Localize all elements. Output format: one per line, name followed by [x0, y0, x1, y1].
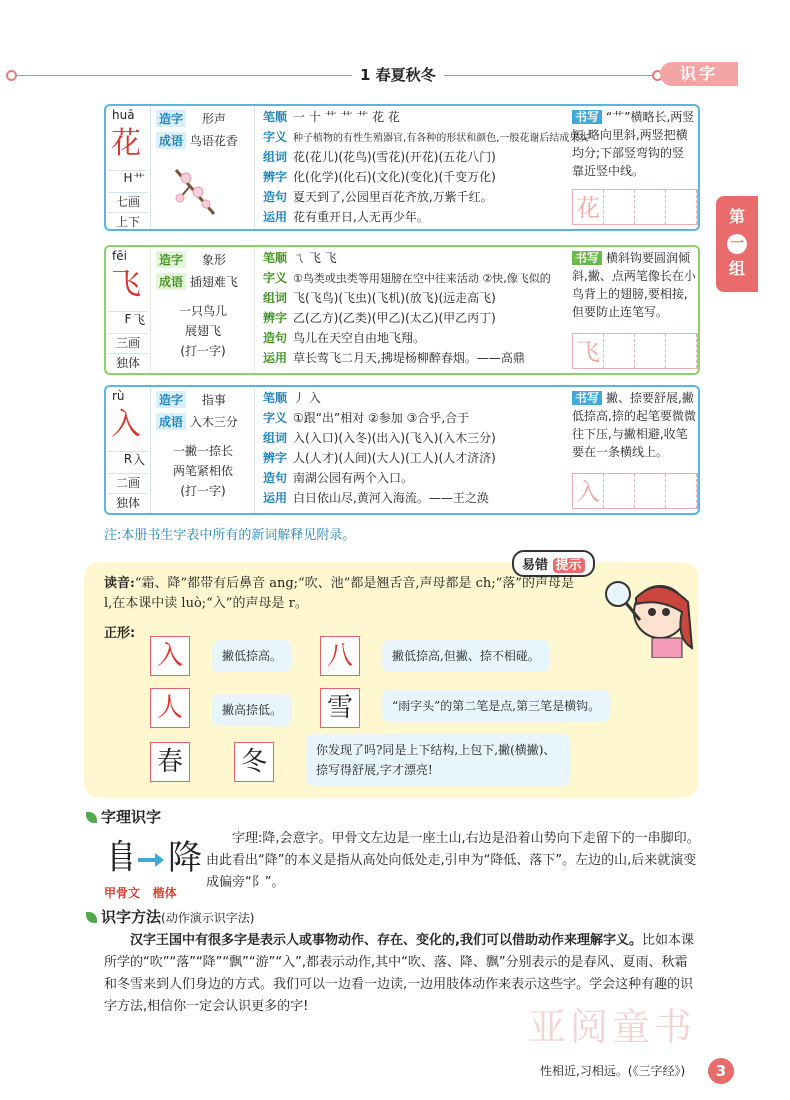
chengyu-tag: 成语: [156, 273, 186, 290]
method-heading: [86, 906, 254, 927]
zaozi-tag: 造字: [156, 110, 186, 127]
def-text: 人(人才)(人间)(大人)(工人)(人才济济): [293, 451, 496, 465]
char-meta-strokes: 二画: [108, 473, 148, 491]
char-card-hua: [104, 104, 700, 231]
zaozi-value: 象形: [201, 253, 226, 267]
def-label: 笔顺: [263, 110, 288, 124]
def-label: 字义: [263, 271, 288, 285]
char-meta-structure: 独体: [108, 353, 148, 371]
def-text: 入(入口)(入冬)(出入)(飞入)(入木三分): [293, 431, 496, 445]
zaozi-tag: 造字: [156, 251, 186, 268]
def-text: 化(化学)(化石)(文化)(变化)(千变万化): [293, 170, 496, 184]
lesson-title: 1 春夏秋冬: [352, 64, 444, 85]
def-text: ①跟“出”相对 ②参加 ③合乎,合于: [293, 411, 470, 425]
correct-form-char: 八: [320, 636, 360, 676]
def-text: 夏天到了,公园里百花齐放,万紫千红。: [293, 190, 493, 204]
char-meta-structure: 上下: [108, 212, 148, 230]
group-tab-number: 一: [727, 234, 747, 254]
char-meta-radical: 艹: [132, 172, 145, 186]
def-label: 运用: [263, 210, 288, 224]
def-label: 造句: [263, 190, 288, 204]
char-glyph: 入: [111, 407, 141, 442]
char-meta-radical: 入: [132, 453, 145, 467]
correct-form-char: 春: [150, 742, 190, 782]
def-label: 笔顺: [263, 251, 288, 265]
reading-tip: [104, 574, 574, 614]
footer-quote: 性相近,习相远。(《三字经》): [540, 1064, 686, 1078]
oracle-caption-b: 楷体: [152, 886, 177, 900]
def-label: 辨字: [263, 311, 288, 325]
writing-text: “艹”横略长,两竖短,略向里斜,两竖把横均分;下部竖弯钩的竖靠近竖中线。: [572, 110, 695, 178]
zhengxing-label: 正形:: [104, 626, 136, 641]
zaozi-value: 形声: [201, 112, 226, 126]
header-rule-dot-left: [6, 70, 17, 81]
def-label: 组词: [263, 291, 288, 305]
practice-char: 花: [576, 194, 600, 222]
char-card-left-column: [106, 247, 151, 373]
char-glyph: 飞: [111, 267, 141, 302]
zaozi-value: 指事: [201, 393, 226, 407]
correct-form-char: 入: [150, 636, 190, 676]
char-card-left-column: [106, 106, 151, 229]
tips-label-a: 易错: [522, 558, 549, 573]
def-label: 辨字: [263, 451, 288, 465]
correct-form-note: 撇低捺高,但撇、捺不相碰。: [382, 640, 550, 672]
def-label: 组词: [263, 431, 288, 445]
riddle-line: 展翅飞: [184, 324, 221, 338]
writing-tip: [572, 389, 696, 473]
method-body-text: 比如本课所学的“吹”“落”“降”“飘”“游”“入”,都表示动作,其中“吹、落、降、飘”分别表示的是春风、夏雨、秋霜和冬雪来到人们身边的方式。我们可以一边看一边读,一边用肢体动作来表示这些字。学会这种有趣的识字方法,相信你一定会认识更多的字!: [104, 933, 694, 1014]
char-pinyin: huā: [112, 108, 135, 122]
char-pinyin: fēi: [112, 249, 127, 263]
char-meta-letter: H: [108, 170, 148, 185]
char-meta-radical: 飞: [132, 313, 145, 327]
writing-tip: [572, 249, 696, 333]
def-label: 运用: [263, 351, 288, 365]
char-card-left-column: [106, 387, 151, 513]
char-meta-strokes: 三画: [108, 333, 148, 351]
char-definitions: [254, 387, 571, 513]
page-header: [0, 62, 790, 92]
char-meta-strokes: 七画: [108, 192, 148, 210]
def-label: 组词: [263, 150, 288, 164]
arrow-right-icon: [138, 858, 156, 862]
group-tab-prefix: 第: [728, 207, 745, 226]
def-label: 造句: [263, 331, 288, 345]
def-text: 南湖公园有两个入口。: [293, 471, 414, 485]
chengyu-value: 插翅难飞: [189, 275, 238, 289]
leaf-icon: [86, 812, 97, 823]
reading-text: “霜、降”都带有后鼻音 ang;“吹、池”都是翘舌音,声母都是 ch;“落”的声母是 l,在本课中读 luò;“入”的声母是 r。: [104, 576, 574, 611]
chengyu-value: 入木三分: [189, 415, 238, 429]
char-meta-letter: R: [108, 451, 148, 466]
oracle-glyph: 𨸏: [104, 838, 138, 878]
char-meta-structure: 独体: [108, 493, 148, 511]
riddle-line: 一只鸟儿: [178, 304, 227, 318]
page-number: 3: [708, 1058, 734, 1084]
practice-char: 飞: [576, 338, 600, 366]
method-title: 识字方法: [101, 908, 162, 926]
correct-form-note: “雨字头”的第二笔是点,第三笔是横钩。: [382, 690, 610, 722]
correct-form-char: 雪: [320, 688, 360, 728]
oracle-caption: [104, 884, 177, 901]
def-text: 一 十 艹 艹 艹 花 花: [293, 110, 400, 124]
chengyu-tag: 成语: [156, 413, 186, 430]
def-text: 飞(飞鸟)(飞虫)(飞机)(放飞)(远走高飞): [293, 291, 496, 305]
char-meta-letter: F: [108, 311, 148, 326]
tips-label: [512, 550, 595, 577]
method-subtitle: (动作演示识字法): [161, 911, 255, 925]
char-card-fei: [104, 245, 700, 375]
reading-label: 读音:: [104, 576, 135, 591]
writing-text: 撇、捺要舒展,撇低捺高,捺的起笔要微微往下压,与撇相避,收笔要在一条横线上。: [572, 391, 696, 459]
riddle-line: (打一字): [180, 344, 226, 358]
chengyu-tag: 成语: [156, 132, 186, 149]
method-bold-text: 汉字王国中有很多字是表示人或事物动作、存在、变化的,我们可以借助动作来理解字义。: [130, 933, 642, 948]
zili-heading: [86, 806, 161, 827]
correct-form-char: 人: [150, 688, 190, 728]
oracle-caption-a: 甲骨文: [104, 886, 141, 900]
girl-with-magnifier-illustration: [596, 568, 696, 658]
plum-blossom-illustration: [168, 164, 224, 220]
footnote: 注:本册书生字表中所有的新词解释见附录。: [104, 528, 356, 543]
writing-tag: 书写: [572, 110, 602, 124]
practice-char: 入: [576, 478, 600, 506]
tips-label-b: 提示: [553, 558, 585, 573]
writing-tip: [572, 108, 696, 192]
leaf-icon: [86, 912, 97, 923]
def-label: 字义: [263, 411, 288, 425]
def-text: 乙(乙方)(乙类)(甲乙)(太乙)(甲乙丙丁): [293, 311, 496, 325]
section-tab: 识字: [660, 62, 738, 86]
writing-tag: 书写: [572, 251, 602, 265]
char-glyph: 花: [111, 126, 141, 161]
writing-text: 横斜钩要圆润倾斜,撇、点两笔像长在小鸟背上的翅膀,要相接,但要防止连笔写。: [572, 251, 696, 319]
def-text: 种子植物的有性生殖器官,有各种的形状和颜色,一般花谢后结成果实: [293, 133, 590, 144]
group-tab-suffix: 组: [728, 259, 745, 278]
chengyu-value: 鸟语花香: [189, 134, 238, 148]
riddle-line: 一撇一捺长: [172, 444, 233, 458]
zili-title: 字理识字: [101, 808, 162, 826]
def-label: 造句: [263, 471, 288, 485]
header-rule: [10, 75, 660, 76]
def-text: 花有重开日,人无再少年。: [293, 210, 429, 224]
def-text: 白日依山尽,黄河入海流。——王之涣: [293, 491, 489, 505]
zili-text: 字理:降,会意字。甲骨文左边是一座土山,右边是沿着山势向下走留下的一串脚印。由此看出“降”的本义是指从高处向低处走,引申为“降低、落下”。左边的山,后来就演变成偏旁“阝”。: [206, 831, 700, 890]
riddle-line: 两笔紧相依: [172, 464, 233, 478]
zaozi-tag: 造字: [156, 391, 186, 408]
kai-glyph: 降: [168, 838, 202, 878]
def-label: 笔顺: [263, 391, 288, 405]
group-tab: [716, 196, 758, 292]
def-text: ①鸟类或虫类等用翅膀在空中往来活动 ②快,像飞似的: [293, 272, 551, 285]
def-text: ㄟ 飞 飞: [293, 251, 337, 265]
correct-form-char: 冬: [234, 742, 274, 782]
char-pinyin: rù: [112, 389, 125, 403]
riddle-line: (打一字): [180, 484, 226, 498]
def-text: 鸟儿在天空自由地飞翔。: [293, 331, 426, 345]
correct-form-note: 你发现了吗?同是上下结构,上包下,撇(横撇)、捺写得舒展,字才漂亮!: [306, 734, 570, 786]
watermark: 亚阅童书: [528, 1005, 697, 1049]
def-text: 草长莺飞二月天,拂堤杨柳醉春烟。——高鼎: [293, 351, 525, 365]
def-label: 字义: [263, 130, 288, 144]
oracle-to-kai: [104, 830, 202, 879]
correct-form-note: 撇高捺低。: [212, 694, 292, 726]
char-definitions: [254, 247, 571, 373]
writing-tag: 书写: [572, 391, 602, 405]
def-text: 丿 入: [293, 391, 321, 405]
def-label: 运用: [263, 491, 288, 505]
def-label: 辨字: [263, 170, 288, 184]
correct-form-note: 撇低捺高。: [212, 640, 292, 672]
def-text: 花(花儿)(花鸟)(雪花)(开花)(五花八门): [293, 150, 496, 164]
char-card-ru: [104, 385, 700, 515]
